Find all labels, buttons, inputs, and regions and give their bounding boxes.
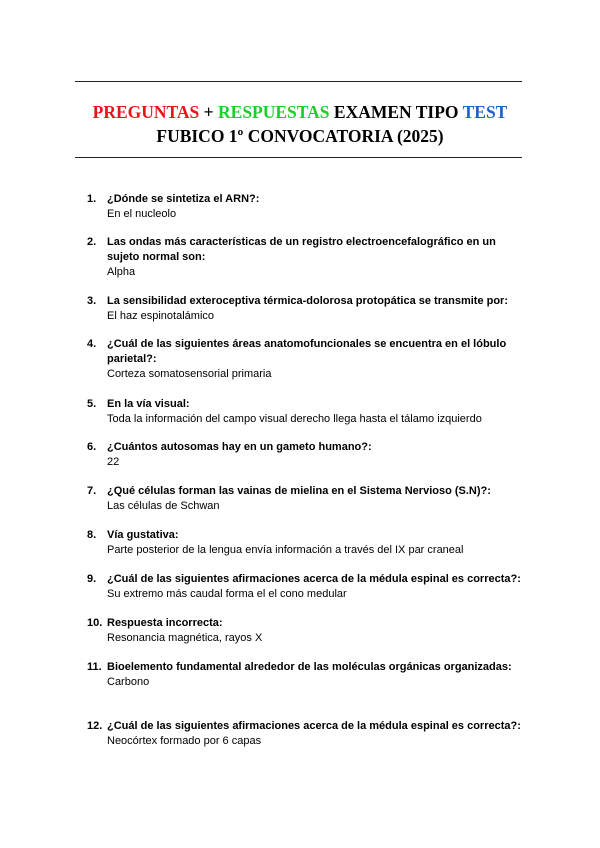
title-examen: EXAMEN TIPO — [329, 102, 463, 122]
question-item — [87, 528, 527, 558]
answer-text: El haz espinotalámico — [107, 310, 215, 322]
answer-text: Parte posterior de la lengua envía información a través del IX par craneal — [107, 544, 464, 556]
question-item — [87, 192, 527, 222]
question-number: 11. — [87, 661, 102, 673]
question-item — [87, 440, 527, 470]
answer-text: 22 — [107, 456, 120, 468]
question-item — [87, 397, 527, 427]
question-number: 5. — [87, 398, 97, 410]
top-divider — [75, 81, 522, 82]
question-item — [87, 572, 527, 602]
question-number: 10. — [87, 617, 103, 629]
answer-text: En el nucleolo — [107, 208, 177, 220]
question-text: ¿Qué células forman las vainas de mielina en el Sistema Nervioso (S.N)?: — [107, 485, 491, 497]
answer-text: Su extremo más caudal forma el el cono medular — [107, 588, 347, 600]
question-text: Bioelemento fundamental alrededor de las moléculas orgánicas organizadas: — [107, 661, 512, 673]
question-item — [87, 719, 527, 749]
answer-text: Resonancia magnética, rayos X — [107, 632, 263, 644]
question-text: La sensibilidad exteroceptiva térmica-dolorosa protopática se transmite por: — [107, 295, 509, 307]
question-item — [87, 235, 527, 280]
answer-text: Corteza somatosensorial primaria — [107, 368, 272, 380]
page-subtitle: FUBICO 1º CONVOCATORIA (2025) — [156, 126, 444, 146]
question-text: ¿Cuál de las siguientes áreas anatomofuncionales se encuentra en el lóbulo parietal?: — [107, 338, 507, 365]
question-text: ¿Cuál de las siguientes afirmaciones acerca de la médula espinal es correcta?: — [107, 720, 521, 732]
question-number: 4. — [87, 338, 97, 350]
answer-text: Alpha — [107, 266, 136, 278]
question-number: 7. — [87, 485, 97, 497]
question-item — [87, 294, 527, 324]
question-text: En la vía visual: — [107, 398, 190, 410]
bottom-divider — [75, 157, 522, 158]
title-plus: + — [199, 102, 219, 122]
question-item — [87, 660, 527, 690]
question-number: 3. — [87, 295, 97, 307]
question-item — [87, 616, 527, 646]
question-text: Las ondas más características de un registro electroencefalográfico en un sujeto normal son: — [107, 236, 496, 263]
question-text: Vía gustativa: — [107, 529, 179, 541]
page-title — [0, 102, 600, 123]
answer-text: Carbono — [107, 676, 150, 688]
question-number: 12. — [87, 720, 103, 732]
question-text: Respuesta incorrecta: — [107, 617, 223, 629]
title-respuestas: RESPUESTAS — [218, 102, 330, 122]
answer-text: Las células de Schwan — [107, 500, 220, 512]
question-text: ¿Cuál de las siguientes afirmaciones acerca de la médula espinal es correcta?: — [107, 573, 521, 585]
title-preguntas: PREGUNTAS — [92, 102, 200, 122]
question-text: ¿Cuántos autosomas hay en un gameto humano?: — [107, 441, 372, 453]
answer-text: Neocórtex formado por 6 capas — [107, 735, 262, 747]
question-number: 1. — [87, 193, 97, 205]
question-number: 6. — [87, 441, 97, 453]
question-number: 2. — [87, 236, 97, 248]
answer-text: Toda la información del campo visual derecho llega hasta el tálamo izquierdo — [107, 413, 482, 425]
question-text: ¿Dónde se sintetiza el ARN?: — [107, 193, 260, 205]
question-item — [87, 484, 527, 514]
question-item — [87, 337, 527, 382]
question-number: 9. — [87, 573, 97, 585]
question-number: 8. — [87, 529, 97, 541]
title-test: TEST — [462, 102, 508, 122]
